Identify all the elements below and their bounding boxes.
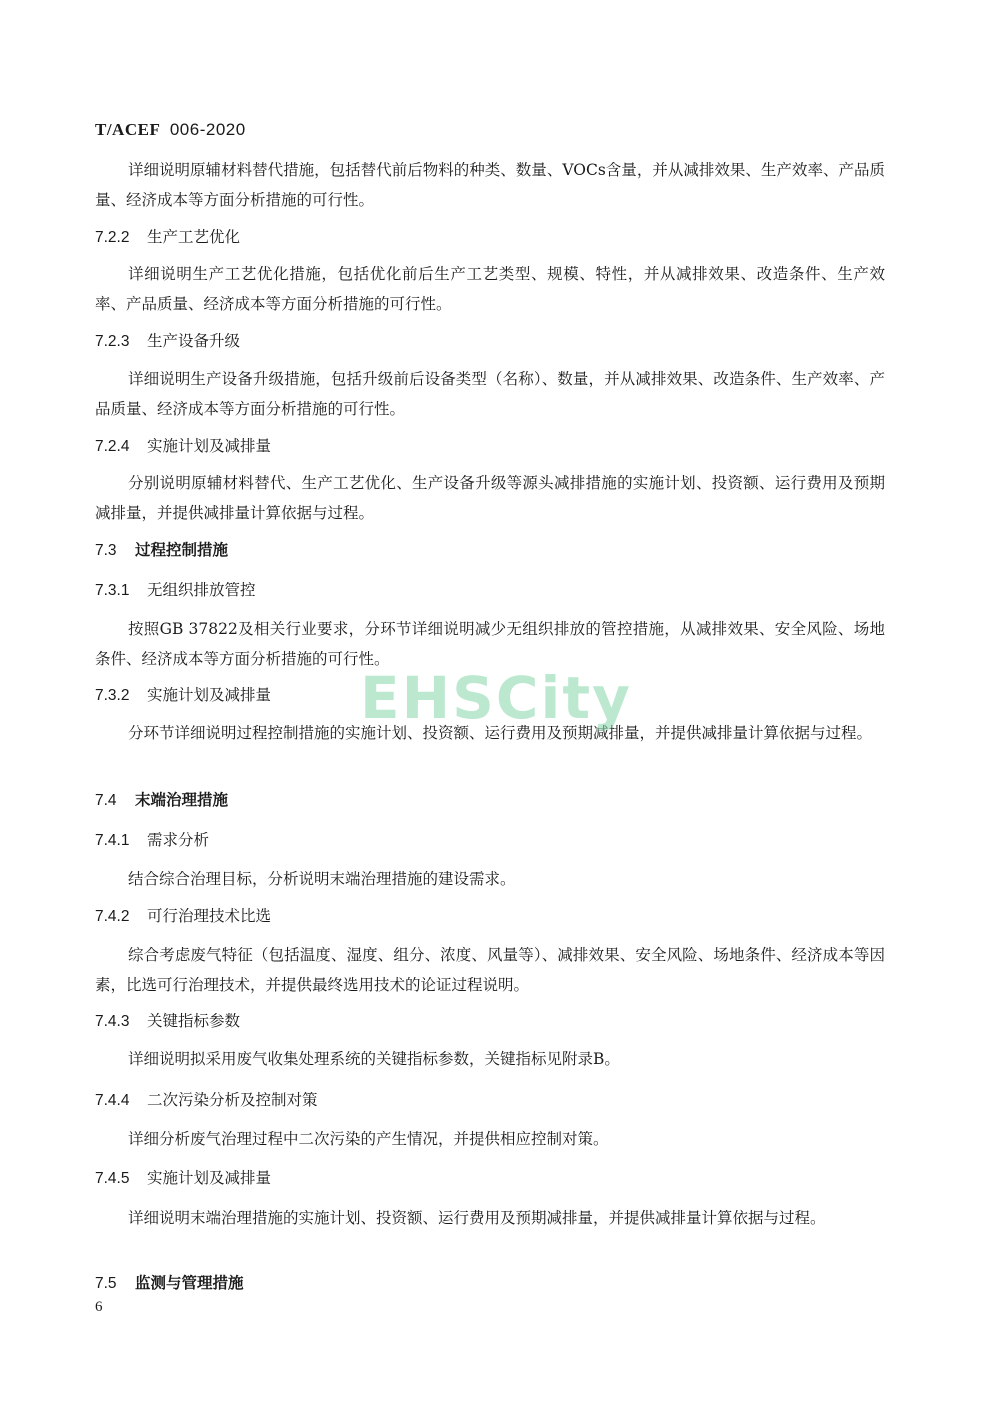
section-number: 7.3.1 — [95, 582, 130, 599]
heading-7-2-2 — [95, 222, 240, 253]
paragraph-demand-analysis: 结合综合治理目标，分析说明末端治理措施的建设需求。 — [128, 870, 516, 888]
heading-7-5 — [95, 1268, 244, 1299]
heading-7-3-1 — [95, 575, 256, 606]
heading-7-4-4 — [95, 1085, 318, 1116]
section-number: 7.4 — [95, 792, 117, 809]
section-number: 7.2.3 — [95, 333, 130, 350]
paragraph-process-control-plan: 分环节详细说明过程控制措施的实施计划、投资额、运行费用及预期减排量，并提供减排量计算依据与过程。 — [128, 724, 873, 742]
heading-7-4-5 — [95, 1163, 271, 1194]
document-code — [95, 120, 246, 140]
standard-number: 006-2020 — [169, 120, 246, 139]
heading-7-3-2 — [95, 680, 271, 711]
section-title: 可行治理技术比选 — [147, 907, 272, 925]
section-title: 需求分析 — [147, 831, 210, 849]
section-title: 实施计划及减排量 — [147, 437, 272, 455]
heading-7-4 — [95, 785, 228, 816]
section-title: 实施计划及减排量 — [147, 686, 272, 704]
page-number: 6 — [95, 1299, 103, 1315]
heading-7-4-1 — [95, 825, 209, 856]
heading-7-4-3 — [95, 1006, 240, 1037]
section-title: 监测与管理措施 — [135, 1273, 244, 1292]
section-title: 关键指标参数 — [147, 1012, 241, 1030]
paragraph-key-parameters: 详细说明拟采用废气收集处理系统的关键指标参数，关键指标见附录B。 — [128, 1050, 620, 1068]
section-number: 7.2.4 — [95, 438, 130, 455]
paragraph-technology-selection: 综合考虑废气特征（包括温度、湿度、组分、浓度、风量等）、减排效果、安全风险、场地条件、经济成本等因素，比选可行治理技术，并提供最终选用技术的论证过程说明。 — [95, 946, 885, 994]
section-number: 7.4.5 — [95, 1170, 130, 1187]
section-title: 过程控制措施 — [135, 540, 229, 559]
heading-7-2-3 — [95, 326, 240, 357]
section-title: 末端治理措施 — [135, 790, 229, 809]
section-title: 无组织排放管控 — [147, 581, 256, 599]
paragraph-fugitive-emission-control: 按照GB 37822及相关行业要求，分环节详细说明减少无组织排放的管控措施，从减排效果、安全风险、场地条件、经济成本等方面分析措施的可行性。 — [95, 620, 885, 668]
watermark-logo: EHSCity — [360, 664, 632, 732]
section-number: 7.3 — [95, 542, 117, 559]
heading-7-2-4 — [95, 431, 271, 462]
heading-7-4-2 — [95, 901, 271, 932]
section-title: 生产工艺优化 — [147, 228, 241, 246]
section-title: 二次污染分析及控制对策 — [147, 1091, 318, 1109]
section-title: 实施计划及减排量 — [147, 1169, 272, 1187]
paragraph-process-optimization: 详细说明生产工艺优化措施，包括优化前后生产工艺类型、规模、特性，并从减排效果、改造条件、生产效率、产品质量、经济成本等方面分析措施的可行性。 — [95, 265, 885, 313]
paragraph-raw-material-substitution: 详细说明原辅材料替代措施，包括替代前后物料的种类、数量、VOCs含量，并从减排效果、生产效率、产品质量、经济成本等方面分析措施的可行性。 — [95, 161, 885, 209]
paragraph-source-reduction-plan: 分别说明原辅材料替代、生产工艺优化、生产设备升级等源头减排措施的实施计划、投资额、运行费用及预期减排量，并提供减排量计算依据与过程。 — [95, 474, 885, 522]
section-number: 7.4.3 — [95, 1013, 130, 1030]
section-number: 7.4.2 — [95, 908, 130, 925]
section-number: 7.4.4 — [95, 1092, 130, 1109]
section-number: 7.5 — [95, 1275, 117, 1292]
section-title: 生产设备升级 — [147, 332, 241, 350]
section-number: 7.4.1 — [95, 832, 130, 849]
paragraph-equipment-upgrade: 详细说明生产设备升级措施，包括升级前后设备类型（名称）、数量，并从减排效果、改造条件、生产效率、产品质量、经济成本等方面分析措施的可行性。 — [95, 370, 885, 418]
heading-7-3 — [95, 535, 228, 566]
paragraph-secondary-pollution: 详细分析废气治理过程中二次污染的产生情况，并提供相应控制对策。 — [128, 1130, 609, 1148]
section-number: 7.3.2 — [95, 687, 130, 704]
paragraph-end-treatment-plan: 详细说明末端治理措施的实施计划、投资额、运行费用及预期减排量，并提供减排量计算依据与过程。 — [128, 1209, 826, 1227]
section-number: 7.2.2 — [95, 229, 130, 246]
standard-prefix: T/ACEF — [95, 120, 161, 139]
